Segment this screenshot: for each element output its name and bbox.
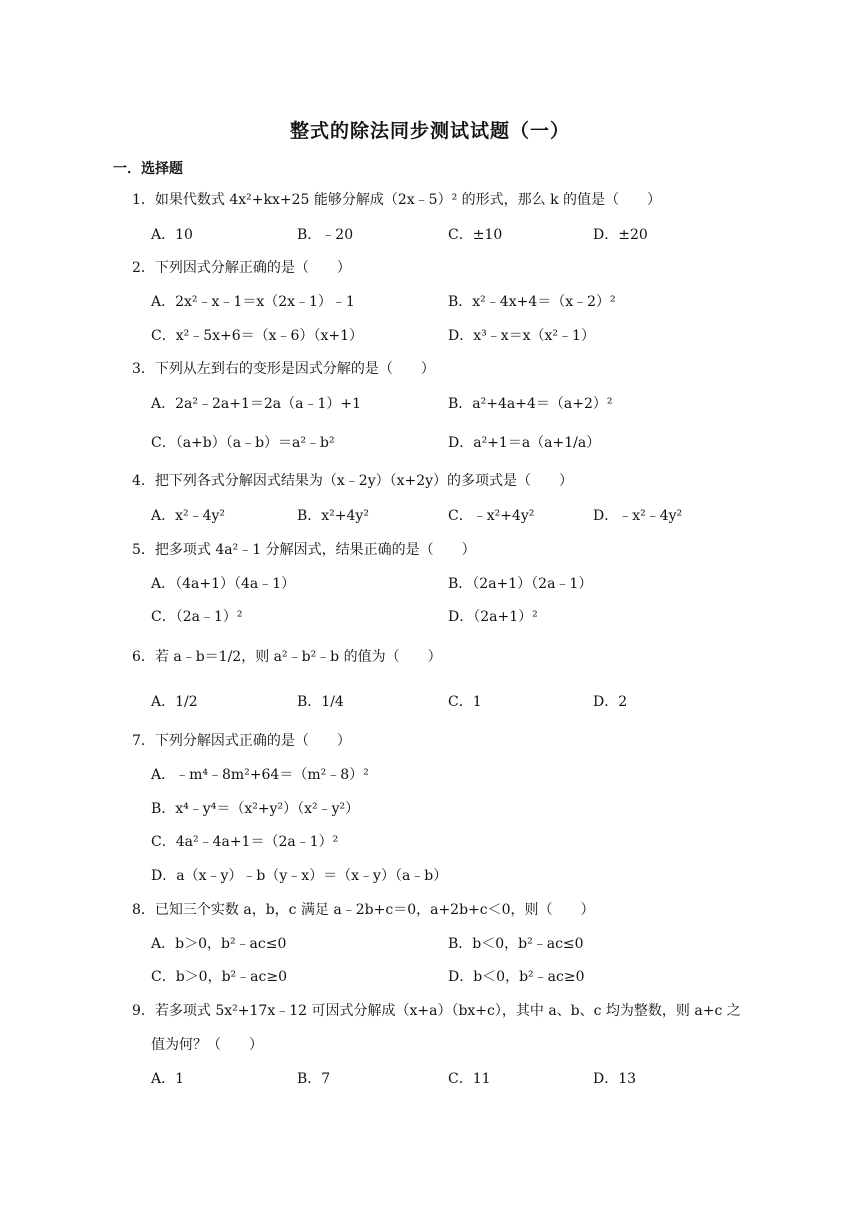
option-b: B．x⁴﹣y⁴＝（x²+y²）（x²﹣y²） (151, 801, 360, 817)
question-stem: 4．把下列各式分解因式结果为（x﹣2y）（x+2y）的多项式是（ ） (132, 473, 574, 489)
option-a: A．1 (151, 1071, 185, 1087)
question-stem: 7．下列分解因式正确的是（ ） (132, 733, 351, 749)
option-a: A．﹣m⁴﹣8m²+64＝（m²﹣8）² (151, 767, 369, 783)
option-b: B．a²+4a+4＝（a+2）² (448, 396, 613, 412)
question-stem: 2．下列因式分解正确的是（ ） (132, 260, 351, 276)
option-a: A．x²﹣4y² (151, 508, 226, 524)
option-a: A．10 (151, 227, 193, 243)
question-stem: 5．把多项式 4a²﹣1 分解因式，结果正确的是（ ） (132, 542, 476, 558)
option-b: B．7 (297, 1071, 331, 1087)
option-d: D．±20 (593, 227, 648, 243)
option-c: C．﹣x²+4y² (448, 508, 535, 524)
question-stem: 6．若 a﹣b＝1/2，则 a²﹣b²﹣b 的值为（ ） (132, 649, 442, 665)
option-d: D．a（x﹣y）﹣b（y﹣x）＝（x﹣y）（a﹣b） (151, 868, 448, 884)
option-c: C．1 (448, 694, 482, 710)
option-a: A．2a²﹣2a+1＝2a（a﹣1）+1 (151, 396, 362, 412)
page-title: 整式的除法同步测试试题（一） (289, 120, 570, 142)
option-a: A．1/2 (151, 694, 198, 710)
option-b: B．b＜0，b²﹣ac≤0 (448, 936, 584, 952)
option-a: A．2x²﹣x﹣1＝x（2x﹣1）﹣1 (151, 294, 355, 310)
section-heading: 一．选择题 (113, 161, 183, 177)
option-d: D．x³﹣x＝x（x²﹣1） (448, 328, 595, 344)
option-c: C．x²﹣5x+6＝（x﹣6）（x+1） (151, 328, 363, 344)
option-d: D．﹣x²﹣4y² (593, 508, 683, 524)
option-c: C．±10 (448, 227, 503, 243)
option-b: B．﹣20 (297, 227, 354, 243)
question-stem: 1．如果代数式 4x²+kx+25 能够分解成（2x﹣5）² 的形式，那么 k 的值是（ ） (132, 192, 662, 208)
option-d: D．（2a+1）² (448, 609, 538, 625)
option-c: C．（2a﹣1）² (151, 609, 243, 625)
option-b: B．1/4 (297, 694, 344, 710)
option-a: A．b＞0，b²﹣ac≤0 (151, 936, 287, 952)
option-b: B．x²+4y² (297, 508, 369, 524)
option-d: D．13 (593, 1071, 637, 1087)
question-stem: 3．下列从左到右的变形是因式分解的是（ ） (132, 361, 435, 377)
option-b: B．x²﹣4x+4＝（x﹣2）² (448, 294, 616, 310)
option-c: C．11 (448, 1071, 491, 1087)
question-stem: 9．若多项式 5x²+17x﹣12 可因式分解成（x+a）（bx+c），其中 a、b、c 均为整数，则 a+c 之 (132, 1003, 741, 1019)
option-c: C．（a+b）（a﹣b）＝a²﹣b² (151, 435, 335, 451)
option-d: D．b＜0，b²﹣ac≥0 (448, 969, 585, 985)
option-a: A．（4a+1）（4a﹣1） (151, 576, 296, 592)
option-b: B．（2a+1）（2a﹣1） (448, 576, 593, 592)
option-d: D．a²+1＝a（a+1/a） (448, 435, 601, 451)
question-stem: 8．已知三个实数 a，b，c 满足 a﹣2b+c＝0，a+2b+c＜0，则（ ） (132, 902, 595, 918)
option-c: C．b＞0，b²﹣ac≥0 (151, 969, 287, 985)
option-c: C．4a²﹣4a+1＝（2a﹣1）² (151, 834, 339, 850)
option-d: D．2 (593, 694, 628, 710)
question-stem-continued: 值为何？（ ） (151, 1037, 263, 1053)
